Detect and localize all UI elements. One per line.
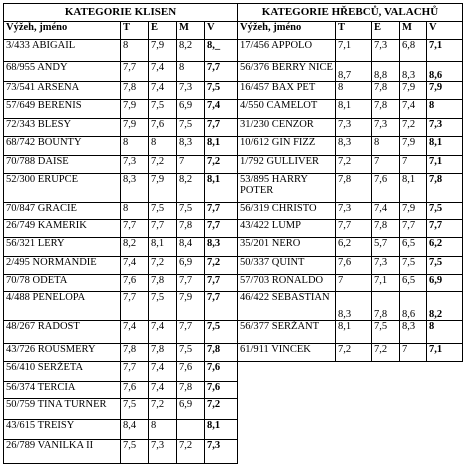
right-cell-name: 10/612 GIN FIZZ bbox=[238, 137, 336, 156]
left-cell-name: 4/488 PENELOPA bbox=[4, 292, 121, 321]
left-cell-name: 57/649 BERENIS bbox=[4, 100, 121, 119]
right-cell-v: 8,6 bbox=[426, 62, 462, 82]
empty-cell bbox=[238, 399, 336, 420]
left-cell-name: 68/955 ANDY bbox=[4, 62, 121, 82]
left-cell-t: 7,8 bbox=[121, 82, 149, 100]
right-cell-v: 7,5 bbox=[426, 203, 462, 220]
left-cell-name: 43/615 TREISY bbox=[4, 420, 121, 440]
left-cell-name: 73/541 ARSENA bbox=[4, 82, 121, 100]
left-cell-m: 7,8 bbox=[177, 220, 205, 238]
left-cell-t: 8 bbox=[121, 203, 149, 220]
right-cell-m: 6,8 bbox=[399, 40, 426, 62]
right-cell-t: 8,7 bbox=[335, 62, 371, 82]
left-cell-name: 70/78 ODETA bbox=[4, 275, 121, 292]
left-cell-e: 7,2 bbox=[149, 399, 177, 420]
right-cell-name: 43/422 LUMP bbox=[238, 220, 336, 238]
left-cell-name: 72/343 BLESY bbox=[4, 119, 121, 137]
left-cell-v: 7,7 bbox=[205, 62, 238, 82]
empty-cell bbox=[335, 420, 371, 440]
left-cell-v: 8,1 bbox=[205, 420, 238, 440]
left-cell-name: 70/847 GRACIE bbox=[4, 203, 121, 220]
left-cell-m: 7,3 bbox=[177, 82, 205, 100]
right-cell-m: 8,3 bbox=[399, 62, 426, 82]
right-cell-m: 8,6 bbox=[399, 292, 426, 321]
right-cell-v: 7,8 bbox=[426, 174, 462, 203]
left-cell-t: 7,9 bbox=[121, 100, 149, 119]
left-cell-v: 8,3 bbox=[205, 238, 238, 257]
left-cell-t: 7,7 bbox=[121, 362, 149, 382]
left-cell-name: 3/433 ABIGAIL bbox=[4, 40, 121, 62]
left-cell-name: 43/726 ROUSMERY bbox=[4, 344, 121, 362]
results-table bbox=[3, 3, 463, 464]
left-cell-e: 8 bbox=[149, 137, 177, 156]
left-cell-m: 8,2 bbox=[177, 40, 205, 62]
right-cell-t: 7,3 bbox=[335, 119, 371, 137]
table-row bbox=[4, 257, 463, 275]
right-cell-name: 53/895 HARRY POTER bbox=[238, 174, 336, 203]
left-cell-t: 7,6 bbox=[121, 382, 149, 399]
table-row bbox=[4, 399, 463, 420]
left-cell-e: 7,6 bbox=[149, 119, 177, 137]
empty-cell bbox=[371, 420, 399, 440]
left-cell-e: 7,9 bbox=[149, 40, 177, 62]
right-cell-name: 31/230 CENZOR bbox=[238, 119, 336, 137]
left-cell-v: 7,4 bbox=[205, 100, 238, 119]
left-cell-name: 70/788 DAISE bbox=[4, 156, 121, 174]
left-cell-e: 8,1 bbox=[149, 238, 177, 257]
left-cell-name: 48/267 RADOST bbox=[4, 321, 121, 344]
left-cell-name: 2/495 NORMANDIE bbox=[4, 257, 121, 275]
right-cell-t: 7,7 bbox=[335, 220, 371, 238]
right-cell-m: 8,1 bbox=[399, 174, 426, 203]
left-cell-t: 7,4 bbox=[121, 321, 149, 344]
empty-cell bbox=[399, 440, 426, 464]
left-cell-e: 7,4 bbox=[149, 382, 177, 399]
right-cell-v: 6,9 bbox=[426, 275, 462, 292]
right-cell-e: 7,8 bbox=[371, 292, 399, 321]
left-cell-m: 7,5 bbox=[177, 119, 205, 137]
table-row bbox=[4, 362, 463, 382]
right-header-m: M bbox=[399, 22, 426, 40]
right-cell-m: 7,4 bbox=[399, 100, 426, 119]
right-cell-e: 7,8 bbox=[371, 220, 399, 238]
table-row bbox=[4, 344, 463, 362]
right-cell-v: 7,7 bbox=[426, 220, 462, 238]
right-cell-name: 1/792 GULLIVER bbox=[238, 156, 336, 174]
left-cell-t: 7,3 bbox=[121, 156, 149, 174]
table-row bbox=[4, 238, 463, 257]
left-cell-e: 7,8 bbox=[149, 275, 177, 292]
right-cell-v: 7,1 bbox=[426, 344, 462, 362]
empty-cell bbox=[426, 420, 462, 440]
left-cell-v: 8,_ bbox=[205, 40, 238, 62]
empty-cell bbox=[426, 399, 462, 420]
right-header-name: Výžeh, jméno bbox=[238, 22, 336, 40]
left-cell-m: 7,5 bbox=[177, 344, 205, 362]
right-cell-m: 7 bbox=[399, 156, 426, 174]
left-cell-t: 8 bbox=[121, 137, 149, 156]
table-row bbox=[4, 292, 463, 321]
table-row bbox=[4, 220, 463, 238]
table-row bbox=[4, 156, 463, 174]
left-cell-v: 7,3 bbox=[205, 440, 238, 464]
right-cell-t: 8,1 bbox=[335, 100, 371, 119]
left-cell-v: 7,6 bbox=[205, 382, 238, 399]
table-row bbox=[4, 420, 463, 440]
right-cell-e: 7,3 bbox=[371, 257, 399, 275]
empty-cell bbox=[426, 362, 462, 382]
left-cell-m: 8 bbox=[177, 62, 205, 82]
header-row bbox=[4, 22, 463, 40]
left-cell-v: 7,7 bbox=[205, 292, 238, 321]
right-cell-t: 7,3 bbox=[335, 203, 371, 220]
left-cell-name: 56/321 LERY bbox=[4, 238, 121, 257]
left-cell-t: 7,5 bbox=[121, 440, 149, 464]
empty-cell bbox=[371, 440, 399, 464]
right-header-t: T bbox=[335, 22, 371, 40]
right-cell-m: 7,2 bbox=[399, 119, 426, 137]
table-row bbox=[4, 275, 463, 292]
left-cell-t: 7,6 bbox=[121, 275, 149, 292]
right-cell-t: 8 bbox=[335, 82, 371, 100]
right-cell-t: 6,2 bbox=[335, 238, 371, 257]
right-cell-m: 7,9 bbox=[399, 203, 426, 220]
left-cell-v: 7,7 bbox=[205, 203, 238, 220]
left-cell-m: 7,9 bbox=[177, 292, 205, 321]
left-cell-v: 7,7 bbox=[205, 220, 238, 238]
left-cell-e: 7,4 bbox=[149, 82, 177, 100]
left-header-v: V bbox=[205, 22, 238, 40]
table-row bbox=[4, 440, 463, 464]
left-cell-v: 8,1 bbox=[205, 174, 238, 203]
left-cell-name: 26/749 KAMERIK bbox=[4, 220, 121, 238]
right-cell-e: 7,8 bbox=[371, 100, 399, 119]
left-cell-e: 7,8 bbox=[149, 344, 177, 362]
left-cell-t: 8,2 bbox=[121, 238, 149, 257]
table-row bbox=[4, 174, 463, 203]
table-row bbox=[4, 100, 463, 119]
right-cell-e: 7,1 bbox=[371, 275, 399, 292]
right-cell-e: 5,7 bbox=[371, 238, 399, 257]
left-cell-m: 7,8 bbox=[177, 382, 205, 399]
right-cell-t: 8,1 bbox=[335, 321, 371, 344]
left-cell-v: 7,6 bbox=[205, 362, 238, 382]
empty-cell bbox=[426, 382, 462, 399]
empty-cell bbox=[399, 382, 426, 399]
right-cell-t: 8,3 bbox=[335, 292, 371, 321]
left-cell-v: 7,5 bbox=[205, 321, 238, 344]
right-category-title: KATEGORIE HŘEBCŮ, VALACHŮ bbox=[238, 4, 463, 22]
empty-cell bbox=[238, 362, 336, 382]
left-cell-name: 52/300 ERUPCE bbox=[4, 174, 121, 203]
right-cell-name: 56/376 BERRY NICE bbox=[238, 62, 336, 82]
empty-cell bbox=[399, 420, 426, 440]
left-header-t: T bbox=[121, 22, 149, 40]
empty-cell bbox=[399, 399, 426, 420]
table-row bbox=[4, 62, 463, 82]
left-cell-m: 6,9 bbox=[177, 399, 205, 420]
right-cell-v: 8,1 bbox=[426, 137, 462, 156]
empty-cell bbox=[335, 382, 371, 399]
left-cell-t: 7,7 bbox=[121, 220, 149, 238]
right-cell-name: 35/201 NERO bbox=[238, 238, 336, 257]
empty-cell bbox=[371, 362, 399, 382]
left-cell-v: 7,2 bbox=[205, 156, 238, 174]
right-cell-m: 8,3 bbox=[399, 321, 426, 344]
right-cell-e: 7,2 bbox=[371, 344, 399, 362]
left-cell-name: 68/742 BOUNTY bbox=[4, 137, 121, 156]
right-cell-name: 17/456 APPOLO bbox=[238, 40, 336, 62]
left-cell-t: 8,4 bbox=[121, 420, 149, 440]
left-cell-e: 7,5 bbox=[149, 100, 177, 119]
left-cell-m: 7,2 bbox=[177, 440, 205, 464]
empty-cell bbox=[399, 362, 426, 382]
left-cell-t: 7,7 bbox=[121, 292, 149, 321]
right-cell-m: 6,5 bbox=[399, 238, 426, 257]
left-cell-e: 7,5 bbox=[149, 292, 177, 321]
left-cell-v: 7,5 bbox=[205, 82, 238, 100]
left-cell-v: 7,8 bbox=[205, 344, 238, 362]
left-cell-v: 7,7 bbox=[205, 275, 238, 292]
empty-cell bbox=[335, 440, 371, 464]
right-cell-v: 7,5 bbox=[426, 257, 462, 275]
right-cell-t: 7,1 bbox=[335, 40, 371, 62]
left-cell-m bbox=[177, 420, 205, 440]
right-cell-e: 7,5 bbox=[371, 321, 399, 344]
left-cell-t: 7,4 bbox=[121, 257, 149, 275]
left-cell-e: 8 bbox=[149, 420, 177, 440]
left-cell-e: 7,5 bbox=[149, 203, 177, 220]
left-cell-name: 26/789 VANILKA II bbox=[4, 440, 121, 464]
left-cell-m: 8,4 bbox=[177, 238, 205, 257]
right-cell-name: 16/457 BAX PET bbox=[238, 82, 336, 100]
table-row bbox=[4, 40, 463, 62]
table-row bbox=[4, 119, 463, 137]
right-cell-e: 8,8 bbox=[371, 62, 399, 82]
left-cell-m: 7,5 bbox=[177, 203, 205, 220]
right-header-v: V bbox=[426, 22, 462, 40]
left-cell-v: 7,2 bbox=[205, 399, 238, 420]
empty-cell bbox=[238, 420, 336, 440]
right-cell-e: 7 bbox=[371, 156, 399, 174]
right-cell-t: 7,2 bbox=[335, 156, 371, 174]
empty-cell bbox=[335, 362, 371, 382]
left-cell-m: 7 bbox=[177, 156, 205, 174]
left-cell-name: 56/374 TERCIA bbox=[4, 382, 121, 399]
left-cell-t: 7,7 bbox=[121, 62, 149, 82]
left-cell-t: 7,9 bbox=[121, 119, 149, 137]
left-cell-e: 7,2 bbox=[149, 257, 177, 275]
empty-cell bbox=[371, 399, 399, 420]
right-cell-name: 56/377 SERŽANT bbox=[238, 321, 336, 344]
right-cell-v: 6,2 bbox=[426, 238, 462, 257]
left-cell-t: 7,5 bbox=[121, 399, 149, 420]
right-cell-m: 7,5 bbox=[399, 257, 426, 275]
right-cell-t: 7,6 bbox=[335, 257, 371, 275]
right-cell-e: 7,3 bbox=[371, 119, 399, 137]
left-cell-m: 7,7 bbox=[177, 275, 205, 292]
right-cell-m: 7,9 bbox=[399, 137, 426, 156]
table-row bbox=[4, 137, 463, 156]
right-cell-name: 4/550 CAMELOT bbox=[238, 100, 336, 119]
right-cell-t: 7,2 bbox=[335, 344, 371, 362]
left-cell-v: 8,1 bbox=[205, 137, 238, 156]
left-cell-t: 7,8 bbox=[121, 344, 149, 362]
right-cell-m: 7,7 bbox=[399, 220, 426, 238]
left-cell-v: 7,7 bbox=[205, 119, 238, 137]
right-cell-v: 7,9 bbox=[426, 82, 462, 100]
left-cell-m: 8,3 bbox=[177, 137, 205, 156]
empty-cell bbox=[335, 399, 371, 420]
left-cell-e: 7,2 bbox=[149, 156, 177, 174]
left-cell-e: 7,4 bbox=[149, 62, 177, 82]
table-row bbox=[4, 82, 463, 100]
right-cell-name: 46/422 SEBASTIAN bbox=[238, 292, 336, 321]
left-header-e: E bbox=[149, 22, 177, 40]
right-cell-e: 7,4 bbox=[371, 203, 399, 220]
left-cell-e: 7,4 bbox=[149, 362, 177, 382]
empty-cell bbox=[238, 440, 336, 464]
right-cell-e: 7,6 bbox=[371, 174, 399, 203]
right-cell-e: 7,3 bbox=[371, 40, 399, 62]
empty-cell bbox=[426, 440, 462, 464]
right-cell-name: 57/703 RONALDO bbox=[238, 275, 336, 292]
empty-cell bbox=[238, 382, 336, 399]
right-cell-v: 7,1 bbox=[426, 156, 462, 174]
left-cell-m: 7,6 bbox=[177, 362, 205, 382]
right-cell-t: 7 bbox=[335, 275, 371, 292]
left-cell-e: 7,3 bbox=[149, 440, 177, 464]
right-cell-m: 6,5 bbox=[399, 275, 426, 292]
right-header-e: E bbox=[371, 22, 399, 40]
left-cell-t: 8,3 bbox=[121, 174, 149, 203]
right-cell-v: 7,3 bbox=[426, 119, 462, 137]
right-cell-t: 7,8 bbox=[335, 174, 371, 203]
left-header-name: Výžeh, jméno bbox=[4, 22, 121, 40]
right-cell-e: 7,8 bbox=[371, 82, 399, 100]
left-cell-m: 6,9 bbox=[177, 100, 205, 119]
table-row bbox=[4, 382, 463, 399]
right-cell-name: 50/337 QUINT bbox=[238, 257, 336, 275]
left-header-m: M bbox=[177, 22, 205, 40]
left-cell-m: 6,9 bbox=[177, 257, 205, 275]
left-cell-e: 7,4 bbox=[149, 321, 177, 344]
right-cell-name: 61/911 VINCEK bbox=[238, 344, 336, 362]
left-cell-v: 7,2 bbox=[205, 257, 238, 275]
right-cell-e: 8 bbox=[371, 137, 399, 156]
right-cell-name: 56/319 CHRISTO bbox=[238, 203, 336, 220]
right-cell-m: 7 bbox=[399, 344, 426, 362]
left-cell-t: 8 bbox=[121, 40, 149, 62]
left-cell-name: 56/410 SERŽETA bbox=[4, 362, 121, 382]
right-cell-v: 8,2 bbox=[426, 292, 462, 321]
empty-cell bbox=[371, 382, 399, 399]
left-cell-e: 7,7 bbox=[149, 220, 177, 238]
left-cell-m: 7,7 bbox=[177, 321, 205, 344]
left-cell-m: 8,2 bbox=[177, 174, 205, 203]
right-cell-m: 7,9 bbox=[399, 82, 426, 100]
left-category-title: KATEGORIE KLISEN bbox=[4, 4, 238, 22]
right-cell-t: 8,3 bbox=[335, 137, 371, 156]
table-row bbox=[4, 321, 463, 344]
right-cell-v: 7,1 bbox=[426, 40, 462, 62]
table-row bbox=[4, 203, 463, 220]
right-cell-v: 8 bbox=[426, 321, 462, 344]
left-cell-e: 7,9 bbox=[149, 174, 177, 203]
left-cell-name: 50/759 TINA TURNER bbox=[4, 399, 121, 420]
right-cell-v: 8 bbox=[426, 100, 462, 119]
